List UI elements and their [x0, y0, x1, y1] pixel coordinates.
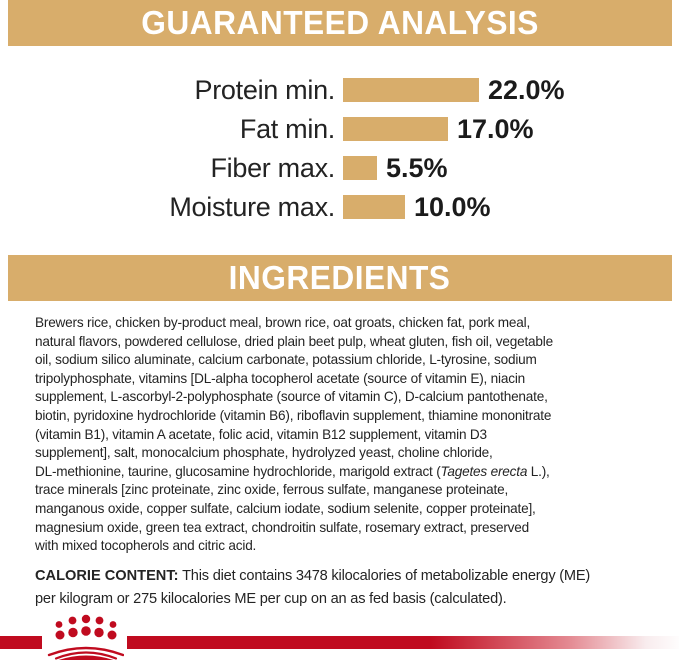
- fat-bar: [343, 117, 448, 141]
- ingredients-header: [8, 255, 672, 301]
- guaranteed-analysis-header: [8, 0, 672, 46]
- fiber-bar: [343, 156, 377, 180]
- fat-label: Fat min.: [239, 113, 335, 144]
- calorie-content-label: CALORIE CONTENT:: [35, 568, 179, 584]
- moisture-value: 10.0%: [414, 191, 491, 222]
- royal-canin-crown-icon: [44, 614, 124, 660]
- ingredients-line: trace minerals [zinc proteinate, zinc oxide, ferrous sulfate, manganese proteinate,: [35, 482, 509, 498]
- ingredients-text: [35, 314, 655, 556]
- ingredients-line: (vitamin B1), vitamin A acetate, folic acid, vitamin B12 supplement, vitamin D3: [35, 426, 487, 442]
- analysis-row-fat: [0, 113, 679, 145]
- ingredients-line: tripolyphosphate, vitamins [DL-alpha tocopherol acetate (source of vitamin E), niacin: [35, 370, 526, 386]
- moisture-bar: [343, 195, 405, 219]
- protein-value: 22.0%: [488, 74, 565, 105]
- brand-stripe-right: [127, 636, 679, 649]
- ingredients-line-italic: DL-methionine, taurine, glucosamine hydrochloride, marigold extract (Tagetes erecta L.),: [35, 463, 550, 479]
- ingredients-line: Brewers rice, chicken by-product meal, brown rice, oat groats, chicken fat, pork meal,: [35, 315, 531, 330]
- ingredients-line: supplement, L-ascorbyl-2-polyphosphate (source of vitamin C), D-calcium pantothenate,: [35, 389, 548, 405]
- calorie-content-line1: This diet contains 3478 kilocalories of metabolizable energy (ME): [178, 568, 591, 584]
- ingredients-title: INGREDIENTS: [229, 259, 451, 296]
- analysis-row-fiber: [0, 152, 679, 184]
- ingredients-line: with mixed tocopherols and citric acid.: [35, 538, 257, 554]
- ingredients-line: biotin, pyridoxine hydrochloride (vitamin B6), riboflavin supplement, thiamine mononitrate: [35, 407, 552, 423]
- latin-species-name: Tagetes erecta: [440, 463, 528, 479]
- ingredients-line: magnesium oxide, green tea extract, chondroitin sulfate, rosemary extract, preserved: [35, 519, 529, 535]
- protein-bar: [343, 78, 479, 102]
- fat-value: 17.0%: [457, 113, 534, 144]
- calorie-content: [35, 565, 655, 611]
- ingredients-line: manganous oxide, copper sulfate, calcium iodate, sodium selenite, copper proteinate],: [35, 500, 536, 516]
- ingredients-line: natural flavors, powdered cellulose, dried plain beet pulp, wheat gluten, fish oil, vegetable: [35, 333, 553, 349]
- moisture-label: Moisture max.: [169, 191, 335, 222]
- guaranteed-analysis-title: GUARANTEED ANALYSIS: [141, 4, 539, 41]
- ingredients-line: oil, sodium silico aluminate, calcium carbonate, potassium chloride, L-tyrosine, sodium: [35, 352, 537, 368]
- protein-label: Protein min.: [194, 74, 335, 105]
- calorie-content-line2: per kilogram or 275 kilocalories ME per cup on an as fed basis (calculated).: [35, 591, 507, 607]
- fiber-value: 5.5%: [386, 152, 448, 183]
- fiber-label: Fiber max.: [210, 152, 335, 183]
- brand-stripe-left: [0, 636, 42, 649]
- analysis-row-protein: [0, 74, 679, 106]
- analysis-row-moisture: [0, 191, 679, 223]
- ingredients-line: supplement], salt, monocalcium phosphate, hydrolyzed yeast, choline chloride,: [35, 445, 493, 461]
